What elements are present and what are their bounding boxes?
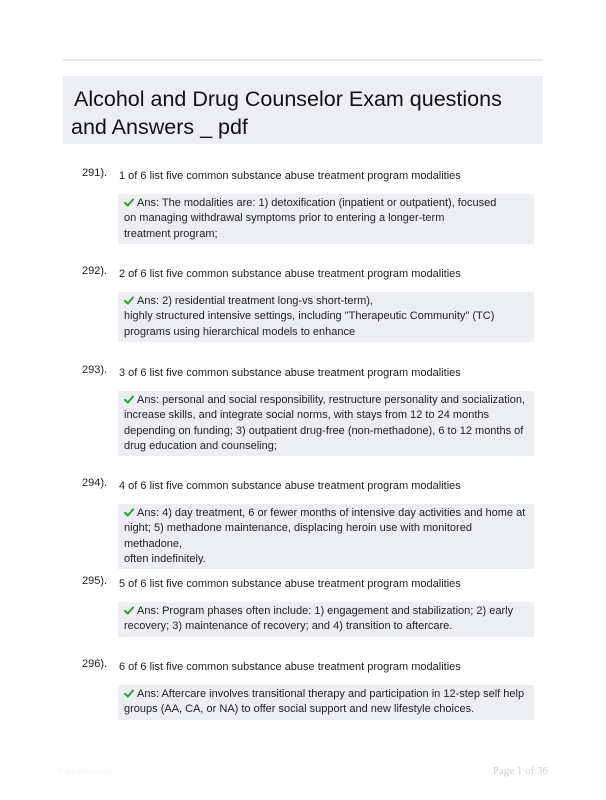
question-row (0, 659, 606, 675)
answer-text: Aftercare involves transitional therapy and participation in 12-step self help (161, 688, 525, 700)
document-title: Alcohol and Drug Counselor Exam questions and Answers _ pdf (71, 87, 502, 139)
answer-prefix: Ans: (137, 507, 160, 519)
answer-box (118, 194, 534, 244)
question-text: 1 of 6 list five common substance abuse treatment program modalities (119, 170, 461, 182)
check-icon (124, 395, 134, 404)
question-number: 295). (82, 575, 108, 587)
question-number: 291). (82, 167, 108, 179)
footer-watermark: Papertthic.com (58, 766, 113, 776)
question-number: 294). (82, 477, 108, 489)
answer-line: treatment program; (124, 227, 218, 240)
check-icon (124, 508, 134, 517)
question-text: 2 of 6 list five common substance abuse treatment program modalities (119, 268, 461, 280)
answer-box (118, 504, 534, 569)
answer-line (124, 393, 528, 408)
answer-prefix: Ans: (137, 295, 160, 307)
answer-line: programs using hierarchical models to enhance (124, 325, 356, 338)
answer-line (124, 294, 528, 309)
answer-box (118, 685, 534, 720)
check-icon (124, 198, 134, 207)
answer-line: recovery; 3) maintenance of recovery; and 4) transition to aftercare. (124, 620, 453, 633)
answer-line (124, 687, 528, 702)
check-icon (124, 606, 134, 615)
question-row (0, 365, 606, 381)
question-row (0, 576, 606, 592)
answer-line: on managing withdrawal symptoms prior to entering a longer-term (124, 212, 445, 225)
page-number: Page 1 of 36 (492, 765, 548, 777)
answer-box (118, 391, 534, 456)
answer-line (124, 196, 528, 211)
check-icon (124, 296, 134, 305)
answer-line (124, 506, 528, 521)
question-row (0, 266, 606, 282)
answer-prefix: Ans: (137, 688, 160, 700)
question-text: 5 of 6 list five common substance abuse treatment program modalities (119, 578, 461, 590)
answer-prefix: Ans: (137, 605, 160, 617)
answer-line: often indefinitely. (124, 552, 206, 565)
answer-text: 4) day treatment, 6 or fewer months of intensive day activities and home at (162, 507, 526, 519)
answer-prefix: Ans: (137, 197, 160, 209)
answer-line: groups (AA, CA, or NA) to offer social support and new lifestyle choices. (124, 703, 475, 716)
check-icon (124, 689, 134, 698)
question-text: 4 of 6 list five common substance abuse treatment program modalities (119, 480, 461, 492)
answer-text: 2) residential treatment long-vs short-term), (162, 295, 373, 307)
answer-line: increase skills, and integrate social norms, with stays from 12 to 24 months (124, 409, 489, 422)
answer-line: depending on funding; 3) outpatient drug-free (non-methadone), 6 to 12 months of (124, 424, 524, 437)
question-row (0, 478, 606, 494)
question-row (0, 168, 606, 184)
answer-prefix: Ans: (137, 394, 160, 406)
answer-text: personal and social responsibility, restructure personality and socialization, (162, 394, 526, 406)
title-banner (63, 76, 543, 144)
question-text: 3 of 6 list five common substance abuse treatment program modalities (119, 367, 461, 379)
answer-line (124, 604, 528, 619)
question-text: 6 of 6 list five common substance abuse treatment program modalities (119, 661, 461, 673)
answer-line: night; 5) methadone maintenance, displacing heroin use with monitored methadone, (124, 522, 472, 550)
question-number: 296). (82, 658, 108, 670)
answer-line: highly structured intensive settings, including "Therapeutic Community" (TC) (124, 310, 495, 323)
answer-box (118, 292, 534, 342)
answer-text: Program phases often include: 1) engagement and stabilization; 2) early (162, 605, 514, 617)
question-number: 293). (82, 364, 108, 376)
answer-text: The modalities are: 1) detoxification (inpatient or outpatient), focused (161, 197, 497, 209)
header-divider (63, 59, 543, 61)
answer-box (118, 602, 534, 637)
question-number: 292). (82, 265, 108, 277)
answer-line: drug education and counseling; (124, 439, 277, 452)
